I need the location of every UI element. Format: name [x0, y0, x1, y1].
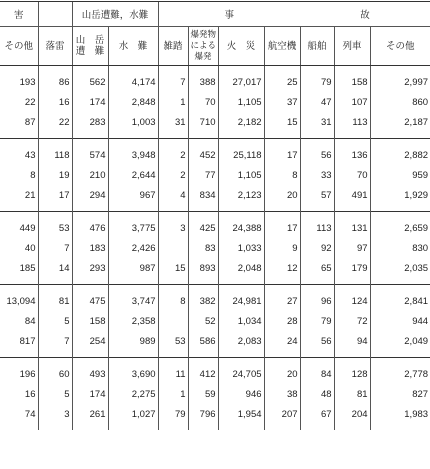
table-cell: 5	[38, 384, 72, 404]
table-cell: 2,997	[404, 76, 429, 88]
table-cell: 2,848	[108, 92, 158, 112]
table-cell: 586	[188, 331, 218, 358]
table-cell: 24,705	[218, 358, 264, 385]
table-cell: 2,035	[404, 262, 429, 274]
table-cell: 13,094	[0, 285, 38, 312]
table-cell: 2,841	[370, 285, 430, 312]
table-cell: 60	[38, 358, 72, 385]
header-group-mountain-water: 山岳遭難，水難	[72, 2, 158, 27]
table-cell: 38	[264, 384, 300, 404]
table-cell: 834	[188, 185, 218, 212]
header-group-accident-1: 事	[158, 2, 300, 27]
table-cell: 3,775	[108, 212, 158, 239]
table-cell: 87	[0, 112, 38, 139]
table-cell: 1,929	[404, 189, 429, 201]
table-cell: 2,659	[370, 212, 430, 239]
table-cell: 70	[188, 92, 218, 112]
table-cell: 388	[188, 66, 218, 93]
table-cell: 16	[0, 384, 38, 404]
table-cell: 158	[334, 66, 370, 93]
table-row	[0, 331, 430, 358]
table-cell: 20	[264, 185, 300, 212]
table-cell: 2,182	[218, 112, 264, 139]
table-cell: 491	[334, 185, 370, 212]
table-cell: 52	[188, 311, 218, 331]
table-cell	[158, 311, 188, 331]
table-row	[0, 384, 430, 404]
table-cell: 967	[108, 185, 158, 212]
table-cell: 796	[188, 404, 218, 430]
table-cell: 8	[158, 285, 188, 312]
table-cell: 67	[300, 404, 334, 430]
header-aviation: 航空機	[264, 27, 300, 66]
table-cell: 24,388	[218, 212, 264, 239]
table-cell: 53	[38, 212, 72, 239]
table-cell: 56	[300, 139, 334, 166]
header-water: 水 難	[108, 27, 158, 66]
table-cell: 425	[188, 212, 218, 239]
table-cell: 97	[334, 238, 370, 258]
table-cell: 7	[158, 66, 188, 93]
header-train: 列車	[334, 27, 370, 66]
table-cell: 12	[264, 258, 300, 285]
table-cell: 185	[0, 258, 38, 285]
table-cell: 79	[300, 66, 334, 93]
table-cell: 179	[334, 258, 370, 285]
header-row-groups	[0, 2, 430, 27]
table-cell: 84	[0, 311, 38, 331]
table-cell: 946	[218, 384, 264, 404]
table-cell: 1,027	[108, 404, 158, 430]
table-cell: 1,033	[218, 238, 264, 258]
table-cell: 72	[334, 311, 370, 331]
table-cell: 33	[300, 165, 334, 185]
table-cell: 27	[264, 285, 300, 312]
table-cell: 25	[264, 66, 300, 93]
table-cell: 987	[108, 258, 158, 285]
table-cell: 2,426	[108, 238, 158, 258]
table-cell: 860	[412, 96, 429, 108]
table-cell: 118	[38, 139, 72, 166]
table-cell: 174	[72, 92, 108, 112]
table-cell: 84	[300, 358, 334, 385]
table-cell: 47	[300, 92, 334, 112]
table-cell: 196	[0, 358, 38, 385]
table-cell: 1,105	[218, 92, 264, 112]
table-cell: 96	[300, 285, 334, 312]
table-cell: 562	[72, 66, 108, 93]
table-cell: 70	[334, 165, 370, 185]
table-cell: 2,358	[108, 311, 158, 331]
table-cell: 25,118	[218, 139, 264, 166]
table-cell: 56	[300, 331, 334, 358]
table-cell: 475	[72, 285, 108, 312]
table-cell: 107	[334, 92, 370, 112]
table-cell: 2,048	[218, 258, 264, 285]
table-cell: 7	[38, 238, 72, 258]
table-cell: 183	[72, 238, 108, 258]
table-cell: 79	[300, 311, 334, 331]
table-row	[0, 258, 430, 285]
table-cell: 28	[264, 311, 300, 331]
table-cell: 57	[300, 185, 334, 212]
table-cell: 710	[188, 112, 218, 139]
table-cell: 830	[412, 242, 429, 254]
table-row	[0, 165, 430, 185]
table-cell: 27,017	[218, 66, 264, 93]
table-cell: 827	[412, 388, 429, 400]
table-row	[0, 358, 430, 385]
table-cell: 1	[158, 384, 188, 404]
table-cell: 944	[412, 315, 429, 327]
table-cell: 14	[38, 258, 72, 285]
table-cell: 2,083	[218, 331, 264, 358]
table-cell: 20	[264, 358, 300, 385]
table-cell: 1,105	[218, 165, 264, 185]
table-cell: 74	[0, 404, 38, 430]
table-cell: 40	[0, 238, 38, 258]
table-cell: 382	[188, 285, 218, 312]
table-cell: 24,981	[218, 285, 264, 312]
table-cell: 53	[158, 331, 188, 358]
header-fire: 火 災	[218, 27, 264, 66]
table-body	[0, 66, 430, 431]
table-cell: 207	[264, 404, 300, 430]
table-cell: 48	[300, 384, 334, 404]
table-cell: 293	[72, 258, 108, 285]
table-cell: 113	[334, 112, 370, 139]
table-cell: 131	[334, 212, 370, 239]
table-cell: 124	[334, 285, 370, 312]
table-cell: 452	[188, 139, 218, 166]
header-ship: 船舶	[300, 27, 334, 66]
table-cell: 204	[334, 404, 370, 430]
table-cell: 24	[264, 331, 300, 358]
table-row	[0, 238, 430, 258]
table-cell: 174	[72, 384, 108, 404]
header-disaster-other: その他	[0, 27, 38, 66]
table-cell: 2,778	[370, 358, 430, 385]
table-cell: 22	[0, 92, 38, 112]
table-cell: 2,644	[108, 165, 158, 185]
table-cell: 2,275	[108, 384, 158, 404]
table-cell: 574	[72, 139, 108, 166]
table-cell: 19	[38, 165, 72, 185]
table-row	[0, 311, 430, 331]
table-cell: 77	[188, 165, 218, 185]
table-cell: 16	[38, 92, 72, 112]
table-cell: 2	[158, 165, 188, 185]
table-cell: 449	[0, 212, 38, 239]
table-cell: 1,954	[218, 404, 264, 430]
table-cell: 31	[158, 112, 188, 139]
table-cell: 17	[264, 139, 300, 166]
header-other: その他	[370, 27, 430, 66]
header-blank	[38, 2, 72, 27]
table-row	[0, 404, 430, 430]
table-row	[0, 92, 430, 112]
table-row	[0, 139, 430, 166]
table-cell: 959	[412, 169, 429, 181]
table-cell: 8	[0, 165, 38, 185]
header-explosion: 爆発物 による 爆発	[188, 27, 218, 66]
table-cell: 261	[72, 404, 108, 430]
statistics-table	[0, 2, 430, 430]
table-cell: 3	[38, 404, 72, 430]
table-cell: 9	[264, 238, 300, 258]
table-row	[0, 112, 430, 139]
table-cell: 193	[0, 66, 38, 93]
table-cell: 113	[300, 212, 334, 239]
table-cell: 128	[334, 358, 370, 385]
table-cell: 476	[72, 212, 108, 239]
table-cell: 43	[0, 139, 38, 166]
table-cell: 11	[158, 358, 188, 385]
table-cell: 3,747	[108, 285, 158, 312]
table-cell: 59	[188, 384, 218, 404]
table-cell: 2	[158, 139, 188, 166]
table-cell: 37	[264, 92, 300, 112]
table-cell: 4	[158, 185, 188, 212]
table-row	[0, 66, 430, 93]
table-cell: 15	[264, 112, 300, 139]
table-cell: 79	[158, 404, 188, 430]
table-cell: 2,049	[404, 335, 429, 347]
table-cell: 1,003	[108, 112, 158, 139]
table-cell: 8	[264, 165, 300, 185]
header-disaster-top: 害	[0, 2, 38, 27]
header-lightning: 落雷	[38, 27, 72, 66]
header-row-columns	[0, 27, 430, 66]
header-mountain: 山 岳 遭 難	[72, 27, 108, 66]
table-cell: 294	[72, 185, 108, 212]
table-row	[0, 285, 430, 312]
table-cell: 94	[334, 331, 370, 358]
table-cell: 5	[38, 311, 72, 331]
table-cell: 4,174	[108, 66, 158, 93]
table-cell: 254	[72, 331, 108, 358]
table-cell: 3	[158, 212, 188, 239]
table-cell: 1	[158, 92, 188, 112]
table-cell: 3,690	[108, 358, 158, 385]
header-group-accident-2: 故	[300, 2, 430, 27]
table-cell: 3,948	[108, 139, 158, 166]
table-cell: 81	[38, 285, 72, 312]
table-cell: 1,983	[404, 408, 429, 420]
table-cell: 817	[0, 331, 38, 358]
table-cell: 412	[188, 358, 218, 385]
table-cell: 493	[72, 358, 108, 385]
table-cell: 283	[72, 112, 108, 139]
table-cell: 2,123	[218, 185, 264, 212]
table-cell: 22	[38, 112, 72, 139]
table-cell: 17	[264, 212, 300, 239]
table-cell: 31	[300, 112, 334, 139]
table-cell: 17	[38, 185, 72, 212]
table-cell: 158	[72, 311, 108, 331]
table-cell: 81	[334, 384, 370, 404]
table-cell: 1,034	[218, 311, 264, 331]
table-cell: 7	[38, 331, 72, 358]
table-row	[0, 185, 430, 212]
table-cell: 989	[108, 331, 158, 358]
table-cell: 136	[334, 139, 370, 166]
header-crowd: 雑踏	[158, 27, 188, 66]
table-cell: 21	[0, 185, 38, 212]
table-cell: 83	[188, 238, 218, 258]
table-row	[0, 212, 430, 239]
table-cell: 893	[188, 258, 218, 285]
table-cell	[158, 238, 188, 258]
table-cell: 2,187	[404, 116, 429, 128]
table-cell: 92	[300, 238, 334, 258]
table-cell: 86	[38, 66, 72, 93]
table-cell: 15	[158, 258, 188, 285]
table-cell: 65	[300, 258, 334, 285]
table-cell: 210	[72, 165, 108, 185]
table-cell: 2,882	[370, 139, 430, 166]
